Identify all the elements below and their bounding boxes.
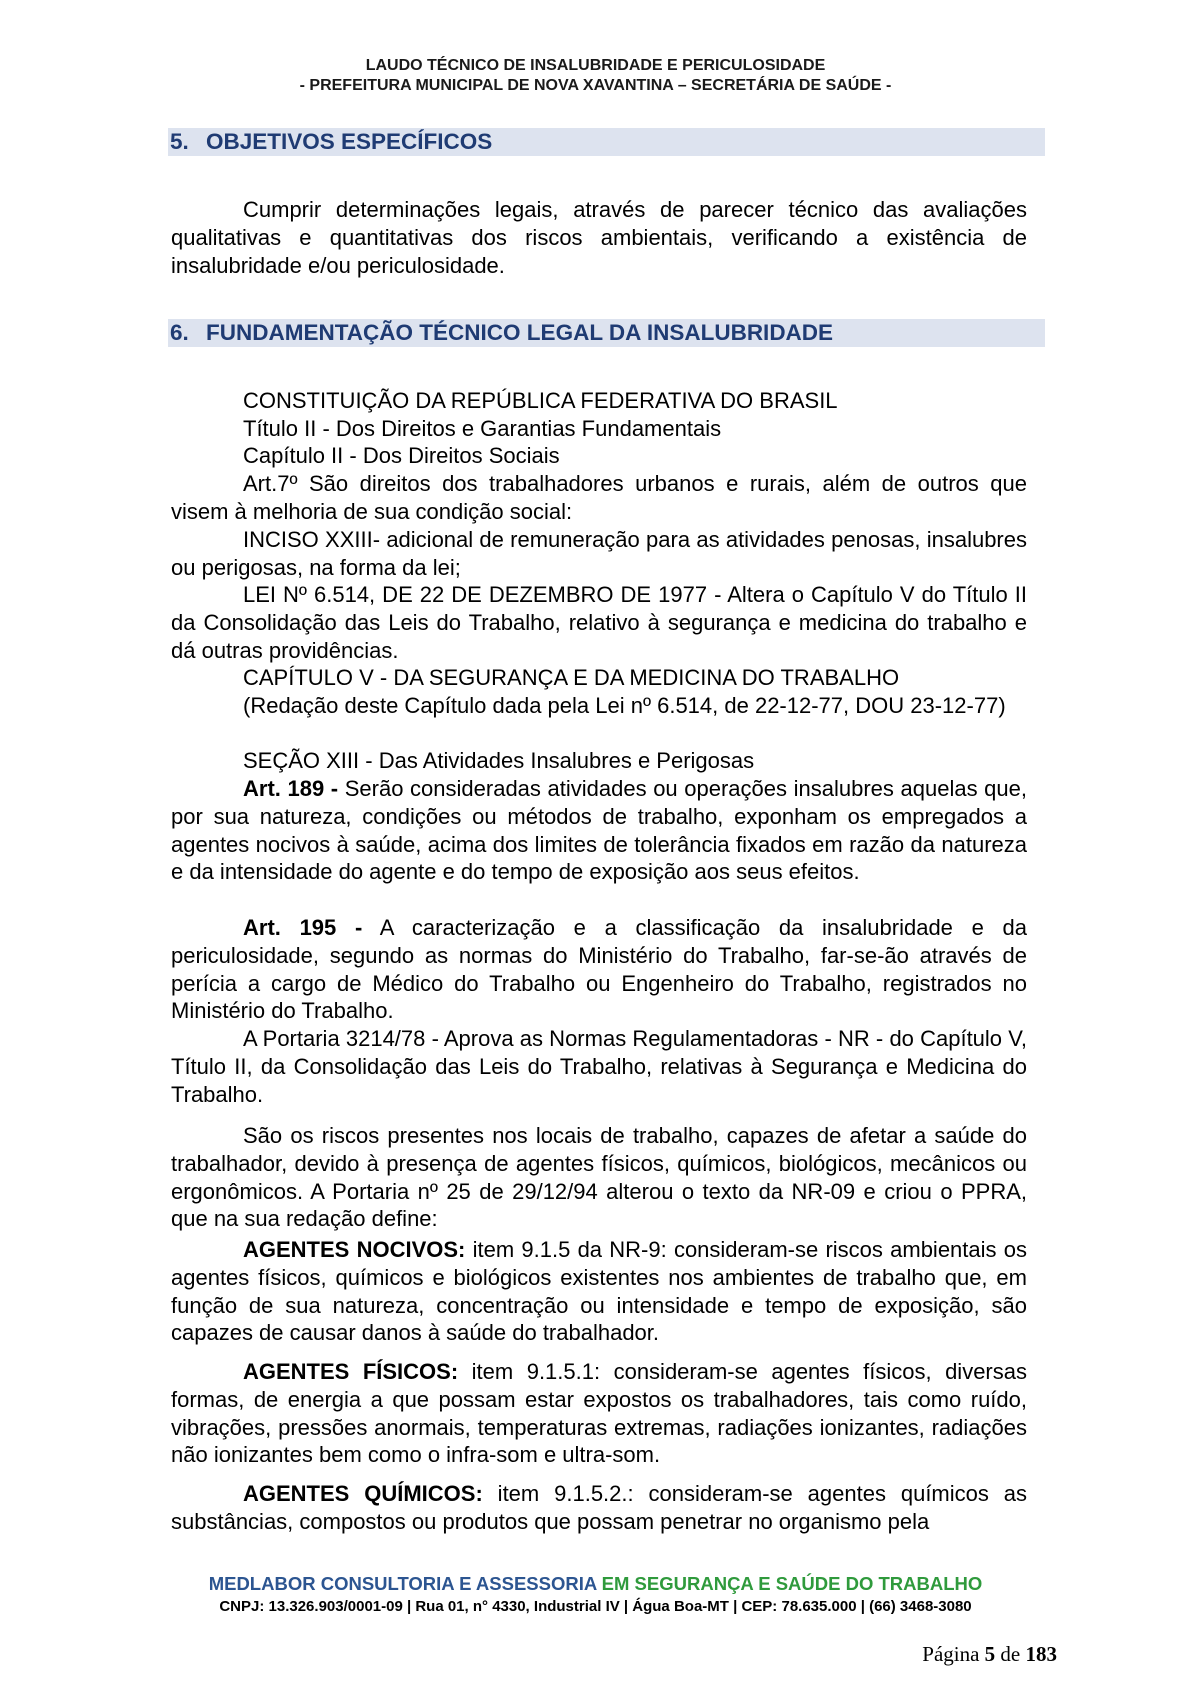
agentes-nocivos-label: AGENTES NOCIVOS: — [243, 1237, 466, 1262]
agentes-nocivos-paragraph: AGENTES NOCIVOS: item 9.1.5 da NR-9: consideram-se riscos ambientais os agentes físicos, químicos e biológicos existentes nos ambientes de trabalho que, em função de sua natureza, concentração ou intensidade e tempo de exposição, são capazes de causar danos à saúde do trabalhador. — [171, 1237, 1027, 1346]
agentes-quimicos-paragraph: AGENTES QUÍMICOS: item 9.1.5.2.: consideram-se agentes químicos as substâncias, compostos ou produtos que possam penetrar no organismo pela — [171, 1481, 1028, 1534]
section-5-paragraph: Cumprir determinações legais, através de parecer técnico das avaliações qualitativas e quantitativas dos riscos ambientais, verificando a existência de insalubridade e/ou periculosidade. — [171, 197, 1027, 278]
section-6-number: 6. — [170, 320, 189, 345]
inciso-paragraph: INCISO XXIII- adicional de remuneração para as atividades penosas, insalubres ou perigosas, na forma da lei; — [171, 527, 1027, 580]
capitulo-v-line: CAPÍTULO V - DA SEGURANÇA E DA MEDICINA DO TRABALHO — [243, 665, 900, 690]
capitulo-line: Capítulo II - Dos Direitos Sociais — [243, 443, 560, 468]
header-title: LAUDO TÉCNICO DE INSALUBRIDADE E PERICULOSIDADE — [365, 57, 826, 74]
constituicao-line: CONSTITUIÇÃO DA REPÚBLICA FEDERATIVA DO BRASIL — [243, 388, 838, 413]
art195-paragraph: Art. 195 - A caracterização e a classificação da insalubridade e da periculosidade, segundo as normas do Ministério do Trabalho, far-se-ão através de perícia a cargo de Médico do Trabalho ou Engenheiro do Trabalho, registrados no Ministério do Trabalho. — [171, 915, 1027, 1024]
page-header — [0, 56, 1191, 96]
footer-company — [0, 1573, 1191, 1595]
section-5-heading — [168, 128, 1045, 156]
art7-paragraph: Art.7º São direitos dos trabalhadores urbanos e rurais, além de outros que visem à melhoria de sua condição social: — [171, 471, 1027, 524]
header-subtitle: - PREFEITURA MUNICIPAL DE NOVA XAVANTINA – SECRETÁRIA DE SAÚDE - — [299, 77, 892, 94]
page-current: 5 — [984, 1642, 996, 1666]
agentes-quimicos-label: AGENTES QUÍMICOS: — [243, 1481, 483, 1506]
portaria-paragraph: A Portaria 3214/78 - Aprova as Normas Regulamentadoras - NR - do Capítulo V, Título II, da Consolidação das Leis do Trabalho, relativas à Segurança e Medicina do Trabalho. — [171, 1026, 1027, 1107]
titulo-line: Título II - Dos Direitos e Garantias Fundamentais — [243, 416, 722, 441]
lei-paragraph: LEI Nº 6.514, DE 22 DE DEZEMBRO DE 1977 - Altera o Capítulo V do Título II da Consolidação das Leis do Trabalho, relativo à segurança e medicina do trabalho e dá outras providências. — [171, 582, 1027, 663]
art189-paragraph: Art. 189 - Serão consideradas atividades ou operações insalubres aquelas que, por sua natureza, condições ou métodos de trabalho, exponham os empregados a agentes nocivos à saúde, acima dos limites de tolerância fixados em razão da natureza e da intensidade do agente e do tempo de exposição aos seus efeitos. — [171, 776, 1027, 885]
footer-address: CNPJ: 13.326.903/0001-09 | Rua 01, n° 4330, Industrial IV | Água Boa-MT | CEP: 78.635.000 | (66) 3468-3080 — [219, 1598, 972, 1615]
art189-label: Art. 189 - — [243, 776, 339, 801]
riscos-paragraph: São os riscos presentes nos locais de trabalho, capazes de afetar a saúde do trabalhador, devido à presença de agentes físicos, químicos, biológicos, mecânicos ou ergonômicos. A Portaria nº 25 de 29/12/94 alterou o texto da NR-09 e criou o PPRA, que na sua redação define: — [171, 1123, 1027, 1232]
art195-label: Art. 195 - — [243, 915, 363, 940]
footer-company-tagline: EM SEGURANÇA E SAÚDE DO TRABALHO — [596, 1573, 983, 1594]
secao-line: SEÇÃO XIII - Das Atividades Insalubres e Perigosas — [243, 748, 755, 773]
agentes-fisicos-paragraph: AGENTES FÍSICOS: item 9.1.5.1: consideram-se agentes físicos, diversas formas, de energia a que possam estar expostos os trabalhadores, tais como ruído, vibrações, pressões anormais, temperaturas extremas, radiações ionizantes, radiações não ionizantes bem como o infra-som e ultra-som. — [171, 1359, 1027, 1468]
section-5-title: OBJETIVOS ESPECÍFICOS — [206, 129, 493, 154]
page-total: 183 — [1025, 1642, 1057, 1666]
footer-company-name: MEDLABOR CONSULTORIA E ASSESSORIA — [208, 1573, 597, 1594]
section-5-number: 5. — [170, 129, 189, 154]
section-6-heading — [168, 319, 1045, 347]
agentes-fisicos-label: AGENTES FÍSICOS: — [243, 1359, 459, 1384]
redacao-paragraph: (Redação deste Capítulo dada pela Lei nº 6.514, de 22-12-77, DOU 23-12-77) — [243, 693, 1006, 718]
page-number: Página 5 de 183 — [922, 1642, 1057, 1666]
section-6-title: FUNDAMENTAÇÃO TÉCNICO LEGAL DA INSALUBRIDADE — [206, 320, 834, 345]
